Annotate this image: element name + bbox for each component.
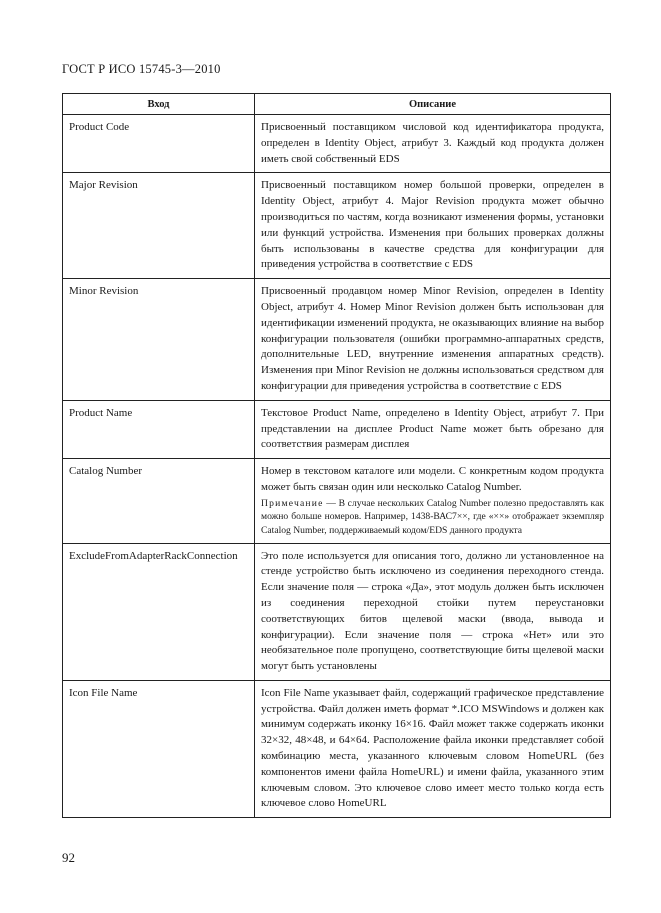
note-label: Примечание [261,497,324,509]
row-description-product-code: Присвоенный поставщиком числовой код идентификатора продукта, определен в Identity Object, атрибут 3. Каждый код продукта должен иметь свой собственный EDS [255,115,611,173]
page-number: 92 [62,850,75,865]
catalog-number-description-text: Номер в текстовом каталоге или модели. С конкретным кодом продукта может быть связан один или несколько Catalog Number. [261,465,604,493]
row-input-major-revision: Major Revision [63,173,255,279]
row-input-product-name: Product Name [63,400,255,458]
row-input-catalog-number: Catalog Number [63,459,255,543]
table-row [63,400,611,458]
table-row [63,543,611,680]
table-row [63,459,611,543]
row-description-catalog-number [255,459,611,543]
row-description-product-name: Текстовое Product Name, определено в Identity Object, атрибут 7. При представлении на дисплее Product Name может быть обрезано для соответствия размерам дисплея [255,400,611,458]
table-row [63,680,611,817]
row-description-icon-file-name: Icon File Name указывает файл, содержащий графическое представление устройства. Файл должен иметь формат *.ICO MSWindows и должен как минимум содержать иконку 16×16. Файл может также содержать иконки 32×32, 48×48, и 64×64. Расположение файла иконки представляет собой комбинацию места, указанного ключевым словом HomeURL (без компонентов имени файла HomeURL) и имени файла, указанного этим ключевым словом. Это ключевое слово имеет место только когда есть ключевое слово HomeURL [255,680,611,817]
table-row [63,173,611,279]
row-description-minor-revision: Присвоенный продавцом номер Minor Revision, определен в Identity Object, атрибут 4. Номер Minor Revision должен быть использован для идентификации изменений продукта, не оказывающих влияние на выбор конфигурации пользователя (ошибки программно-аппаратных средств, дополнительные LED, внутренние изменения аппаратных средств). Изменения при Minor Revision не должны использоваться средством для конфигурации для приведения устройства в соответствие с EDS [255,279,611,401]
column-header-input: Вход [63,94,255,115]
table-row [63,115,611,173]
document-header: ГОСТ Р ИСО 15745-3—2010 [62,62,221,76]
row-description-major-revision: Присвоенный поставщиком номер большой проверки, определен в Identity Object, атрибут 4. Major Revision продукта может обычно производиться по частям, когда возникают изменения формы, установки или функций устройства. Изменения при больших проверках должны быть использованы в качестве средства для конфигурации для приведения устройства в соответствие с EDS [255,173,611,279]
row-input-minor-revision: Minor Revision [63,279,255,401]
note-text: — В случае нескольких Catalog Number полезно предоставлять как можно больше номеров. Например, 1438-ВАС7××, где «××» отображает экземпляр Catalog Number, поддерживаемый кодом/EDS данного продукта [261,497,604,536]
catalog-number-note [261,497,604,538]
row-description-exclude-from-adapter-rack-connection: Это поле используется для описания того, должно ли установленное на стенде устройство быть исключено из соединения переходного стенда. Если значение поля — строка «Да», этот модуль должен быть исключен из соединения переходной стойки путем переустановки соответствующих битов щелевой маски (ввода, вывода и конфигурации). Если значение поля — строка «Нет» или это необязательное поле пропущено, соответствующие биты щелевой маски могут быть установлены [255,543,611,680]
specification-table [62,93,611,818]
row-input-icon-file-name: Icon File Name [63,680,255,817]
row-input-product-code: Product Code [63,115,255,173]
table-header-row [63,94,611,115]
row-input-exclude-from-adapter-rack-connection: ExcludeFromAdapterRackConnection [63,543,255,680]
table-row [63,279,611,401]
column-header-description: Описание [255,94,611,115]
